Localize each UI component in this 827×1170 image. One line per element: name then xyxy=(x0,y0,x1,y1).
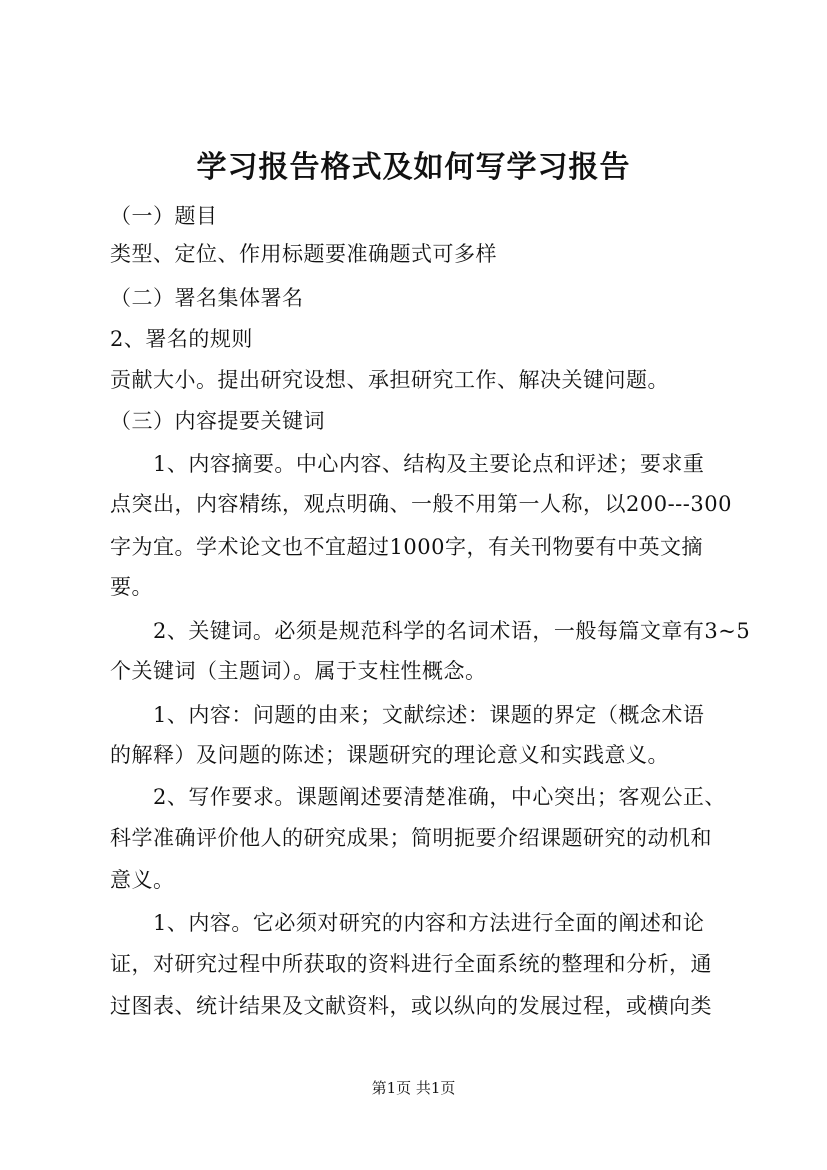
text-line: 过图表、统计结果及文献资料，或以纵向的发展过程，或横向类 xyxy=(110,994,712,1018)
text-line: 科学准确评价他人的研究成果；简明扼要介绍课题研究的动机和 xyxy=(110,826,712,850)
document-title: 学习报告格式及如何写学习报告 xyxy=(196,150,631,185)
text-line: 1、内容：问题的由来；文献综述：课题的界定（概念术语 xyxy=(110,703,705,727)
text-line: 2、关键词。必须是规范科学的名词术语，一般每篇文章有3~5 xyxy=(110,619,751,643)
text-line: 个关键词（主题词）。属于支柱性概念。 xyxy=(110,659,487,683)
text-line: 贡献大小。提出研究设想、承担研究工作、解决关键问题。 xyxy=(110,368,669,392)
text-line: 点突出，内容精练，观点明确、一般不用第一人称，以200---300 xyxy=(110,492,732,516)
text-line: 类型、定位、作用标题要准确题式可多样 xyxy=(110,242,497,266)
text-line: （三）内容提要关键词 xyxy=(110,409,325,433)
page-footer: 第1页 共1页 xyxy=(371,1079,456,1097)
text-line: 要。 xyxy=(110,575,153,599)
text-line: 证，对研究过程中所获取的资料进行全面系统的整理和分析，通 xyxy=(110,952,712,976)
text-line: 2、署名的规则 xyxy=(110,327,253,351)
text-line: （一）题目 xyxy=(110,204,218,228)
text-line: （二）署名集体署名 xyxy=(110,286,304,310)
text-line: 2、写作要求。课题阐述要清楚准确，中心突出；客观公正、 xyxy=(110,785,726,809)
text-line: 1、内容。它必须对研究的内容和方法进行全面的阐述和论 xyxy=(110,911,705,935)
text-line: 的解释）及问题的陈述；课题研究的理论意义和实践意义。 xyxy=(110,743,669,767)
text-line: 1、内容摘要。中心内容、结构及主要论点和评述；要求重 xyxy=(110,452,705,476)
text-line: 字为宜。学术论文也不宜超过1000字，有关刊物要有中英文摘 xyxy=(110,535,703,559)
text-line: 意义。 xyxy=(110,868,175,892)
